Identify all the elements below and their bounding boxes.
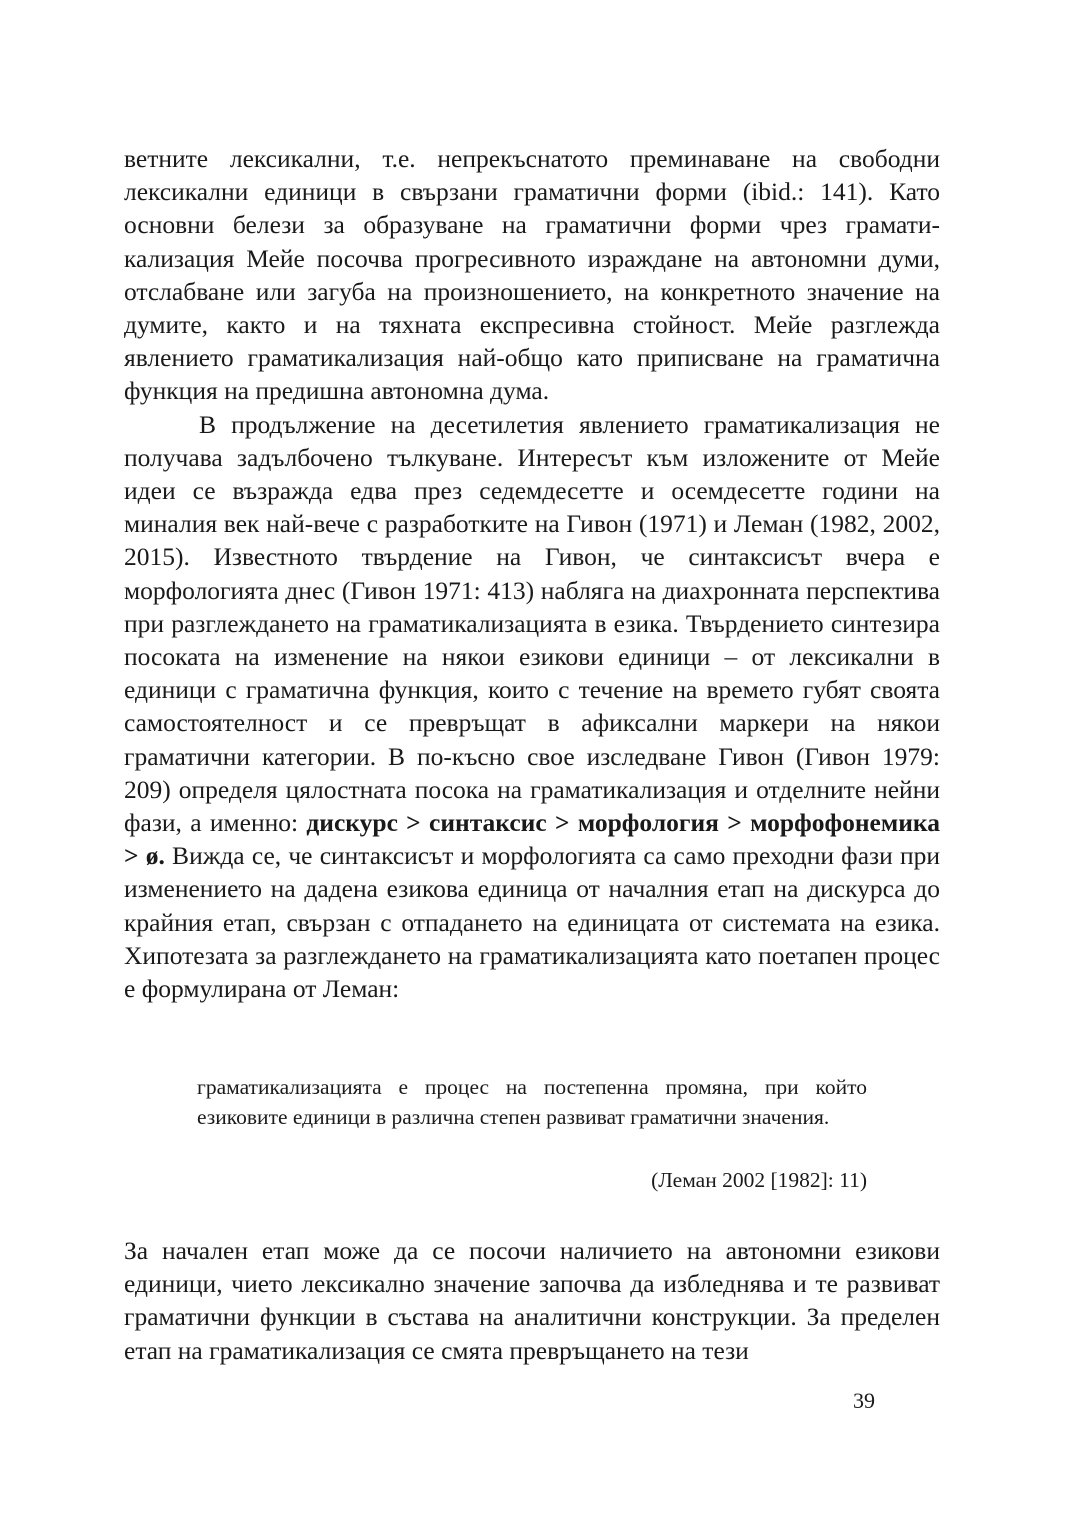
quote-citation: (Леман 2002 [1982]: 11) <box>651 1168 867 1192</box>
quote-text: граматикализацията е процес на постепенна промяна, при който езиковите единици в различна степен развиват граматични значения. <box>197 1075 867 1129</box>
paragraph-2 <box>124 408 940 1006</box>
block-quote <box>197 1072 867 1132</box>
main-text-upper <box>124 142 940 1005</box>
page-number: 39 <box>853 1388 875 1413</box>
grammaticalization-path: дискурс > синтаксис > морфология > морфофонемика > ø. <box>124 808 940 871</box>
main-text-lower <box>124 1234 940 1367</box>
paragraph-2-text-start: В продължение на десетилетия явлението граматикализация не получава задълбочено тълкуване. Интересът към изложените от Мейе идеи се възражда едва през седемдесетте и осемдесетте години на миналия век най-вече с разработките на Гивон (1971) и Леман (1982, 2002, 2015). Известното твърдение на Гивон, че синтаксисът вчера е морфологията днес (Гивон 1971: 413) набляга на диахронната перспектива при разглеждането на граматикализацията в езика. Твърдението синтезира посоката на изменение на някои езикови единици – от лексикални в единици с граматична функция, които с течение на времето губят своята самостоятелност и се превръщат в афиксални маркери на някои граматични категории. В по-късно свое изследване Гивон (Гивон 1979: 209) определя цялостната посока на граматикализация и отделните нейни фази, а именно: <box>124 409 940 838</box>
paragraph-3: За начален етап може да се посочи наличието на автономни езикови единици, чието лексикално значение започва да избледнява и те развиват граматични функции в състава на аналитични конструкции. За пределен етап на граматикализация се смята превръщането на тези <box>124 1236 940 1365</box>
paragraph-2-text-end: Вижда се, че синтаксисът и морфологията са само преходни фази при изменението на дадена езикова единица от началния етап на дискурса до крайния етап, свързан с отпадането на единицата от системата на езика. Хипотезата за разглеждането на граматикализацията като поетапен процес е формулирана от Леман: <box>124 841 940 1004</box>
paragraph-1: ветните лексикални, т.е. непрекъснатото преминаване на свободни лексикални единици в свързани граматични форми (ibid.: 141). Като основни белези за образуване на граматични форми чрез граматикализация Мейе посочва прогресивното израждане на автономни думи, отслабване или загуба на произношението, на конкретното значение на думите, както и на тяхната експресивна стойност. Мейе разглежда явлението граматикализация най-общо като приписване на граматична функция на предишна автономна дума. <box>124 144 940 406</box>
